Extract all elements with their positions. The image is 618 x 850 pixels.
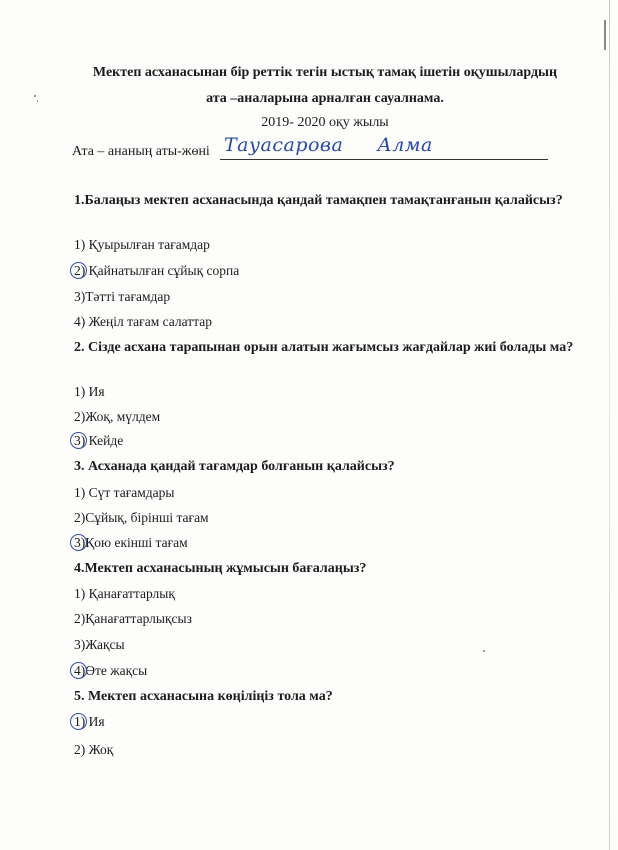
selected-answer-circle [70,662,87,679]
q2-option-2: 2)Жоқ, мүлдем [74,409,161,424]
question-3: 3. Асханада қандай тағамдар болғанын қалайсыз? [74,459,395,474]
question-4: 4.Мектеп асханасының жұмысын бағалаңыз? [74,561,367,576]
q5-option-1 [74,714,105,730]
selected-answer-circle [70,713,87,730]
q3-option-3 [74,535,188,551]
survey-title-line-2: ата –аналарына арналған сауалнама. [206,91,444,106]
q1-option-2-label: 2) Қайнатылған сұйық сорпа [74,263,240,278]
q1-option-2 [74,263,239,279]
q3-option-1: 1) Сүт тағамдары [74,485,175,500]
q5-option-1-label: 1) Ия [74,714,105,729]
q1-option-1: 1) Қуырылған тағамдар [74,237,210,252]
q3-option-2: 2)Сұйық, бірінші тағам [74,510,209,525]
selected-answer-circle [70,534,87,551]
scan-speck [37,100,38,102]
school-year: 2019- 2020 оқу жылы [261,115,389,130]
q4-option-3: 3)Жақсы [74,637,125,652]
q3-option-3-label: 3)Қою екінші тағам [74,535,188,550]
signature-name: Алма [377,134,433,156]
q2-option-3 [74,433,123,449]
parent-name-field [72,134,552,164]
q1-option-4: 4) Жеңіл тағам салаттар [74,314,212,329]
q4-option-1: 1) Қанағаттарлық [74,586,175,601]
q2-option-3-label: 3) Кейде [74,433,124,448]
signature-surname: Тауасарова [224,134,344,156]
scan-speck [34,95,36,97]
question-5: 5. Мектеп асханасына көңіліңіз тола ма? [74,689,333,704]
q4-option-4 [74,663,147,679]
parent-name-underline [220,159,548,160]
q5-option-2: 2) Жоқ [74,742,114,757]
parent-name-label: Ата – ананың аты-жөні [72,144,210,159]
scan-speck [483,650,485,652]
selected-answer-circle [70,262,87,279]
q1-option-3: 3)Тәтті тағамдар [74,289,171,304]
page-edge-mark [604,20,606,50]
question-2: 2. Сізде асхана тарапынан орын алатын жағымсыз жағдайлар жиі болады ма? [74,340,574,355]
q4-option-4-label: 4)Өте жақсы [74,663,148,678]
q4-option-2: 2)Қанағаттарлықсыз [74,611,192,626]
question-1: 1.Балаңыз мектеп асханасында қандай тамақпен тамақтанғанын қалайсыз? [74,193,563,208]
selected-answer-circle [70,432,87,449]
survey-title-line-1: Мектеп асханасынан бір реттік тегін ыстық тамақ ішетін оқушылардың [92,65,558,80]
q2-option-1: 1) Ия [74,384,105,399]
handwritten-parent-name [224,134,433,156]
